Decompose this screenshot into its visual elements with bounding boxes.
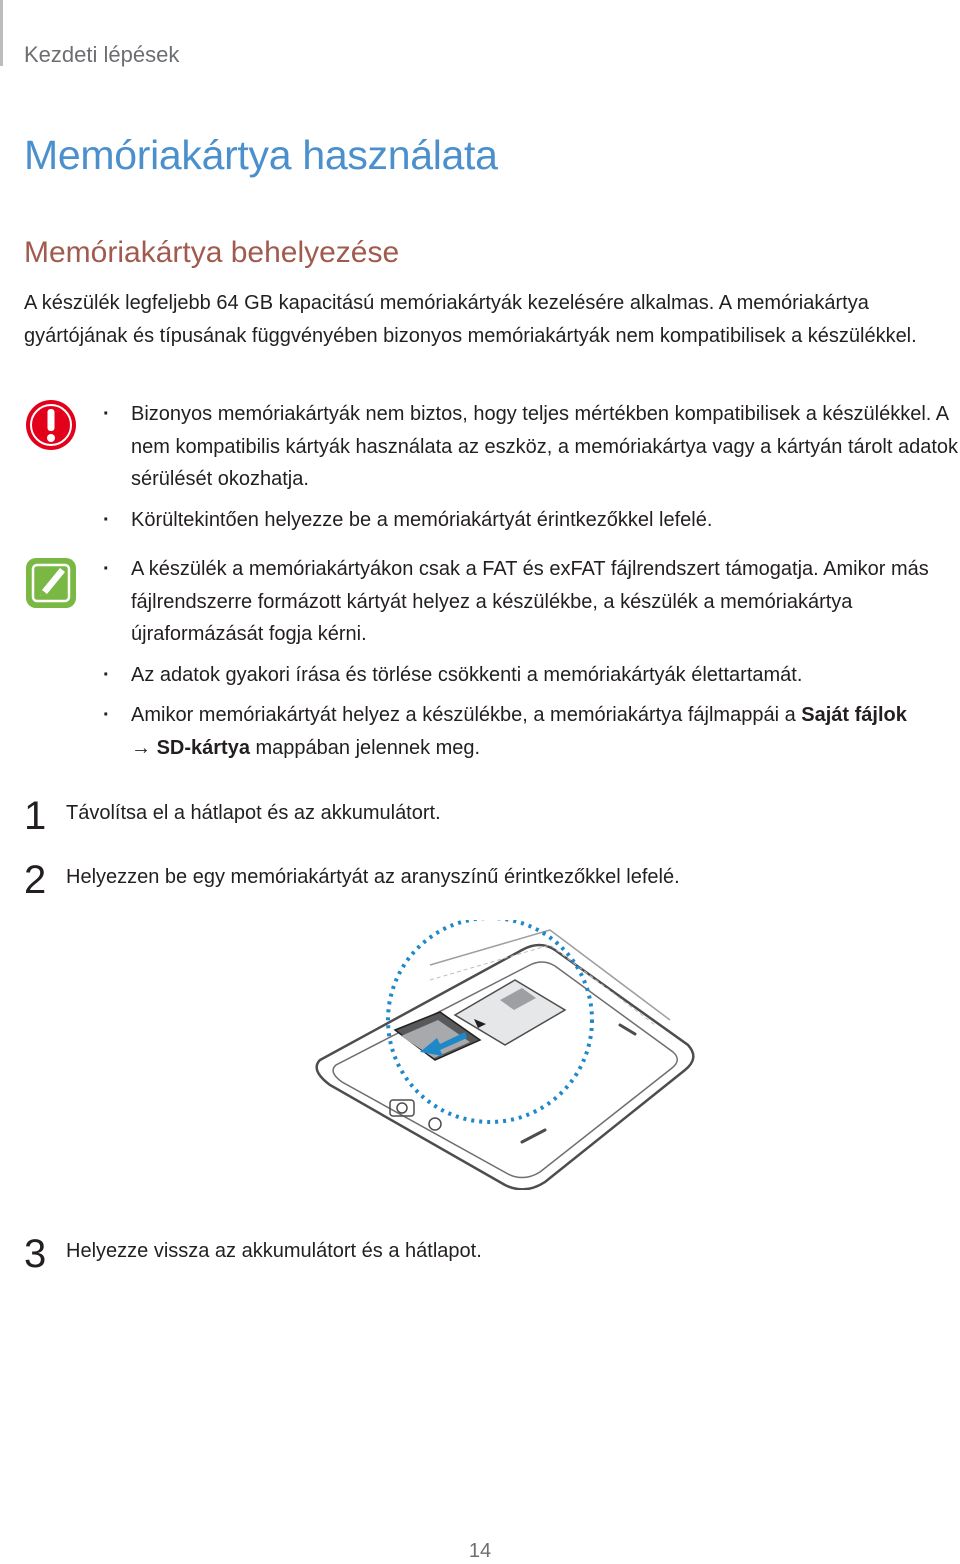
caution-item: · Bizonyos memóriakártyák nem biztos, hogy teljes mértékben kompatibilisek a készülékkel. A nem kompatibilis kártyák használata az eszköz, a memóriakártya vagy a kártyán tárolt adatok sérülését okozhatja. bbox=[103, 398, 960, 496]
note-item: · A készülék a memóriakártyákon csak a FAT és exFAT fájlrendszert támogatja. Amikor más fájlrendszerre formázott kártyát helyez a készülékbe, a készülék a memóriakártya újraformázását fogja kérni. bbox=[103, 553, 960, 651]
step-text: Helyezze vissza az akkumulátort és a hátlapot. bbox=[66, 1240, 482, 1262]
memory-card-insertion-illustration bbox=[300, 920, 700, 1190]
page-title: Memóriakártya használata bbox=[24, 132, 498, 178]
phone-body bbox=[317, 945, 694, 1189]
caution-list bbox=[103, 398, 960, 544]
step-text: Távolítsa el a hátlapot és az akkumulátort. bbox=[66, 802, 441, 824]
note-list bbox=[103, 553, 960, 772]
intro-paragraph: A készülék legfeljebb 64 GB kapacitású memóriakártyák kezelésére alkalmas. A memóriakártya gyártójának és típusának függvényében bizonyos memóriakártyák nem kompatibilisek a készülékkel. bbox=[24, 292, 917, 347]
note-item: · Az adatok gyakori írása és törlése csökkenti a memóriakártyák élettartamát. bbox=[103, 659, 960, 692]
note-icon bbox=[24, 556, 78, 615]
section-subtitle: Memóriakártya behelyezése bbox=[24, 236, 400, 269]
step-text: Helyezzen be egy memóriakártyát az aranyszínű érintkezőkkel lefelé. bbox=[66, 866, 680, 888]
note-item: · Amikor memóriakártyát helyez a készülékbe, a memóriakártya fájlmappái a Saját fájlok → SD-kártya mappában jelennek meg. bbox=[103, 699, 960, 764]
step-number: 1 bbox=[24, 794, 47, 838]
step-number: 3 bbox=[24, 1232, 47, 1276]
page-number: 14 bbox=[468, 1540, 492, 1562]
menu-path-my-files: Saját fájlok bbox=[801, 704, 907, 726]
section-header: Kezdeti lépések bbox=[24, 42, 180, 67]
caution-icon bbox=[24, 398, 78, 457]
menu-path-sd-card: SD-kártya bbox=[156, 736, 250, 759]
step-number: 2 bbox=[24, 858, 47, 902]
arrow-glyph: → bbox=[131, 736, 151, 759]
header-rule bbox=[0, 0, 3, 66]
caution-item: · Körültekintően helyezze be a memóriakártyát érintkezőkkel lefelé. bbox=[103, 504, 960, 537]
